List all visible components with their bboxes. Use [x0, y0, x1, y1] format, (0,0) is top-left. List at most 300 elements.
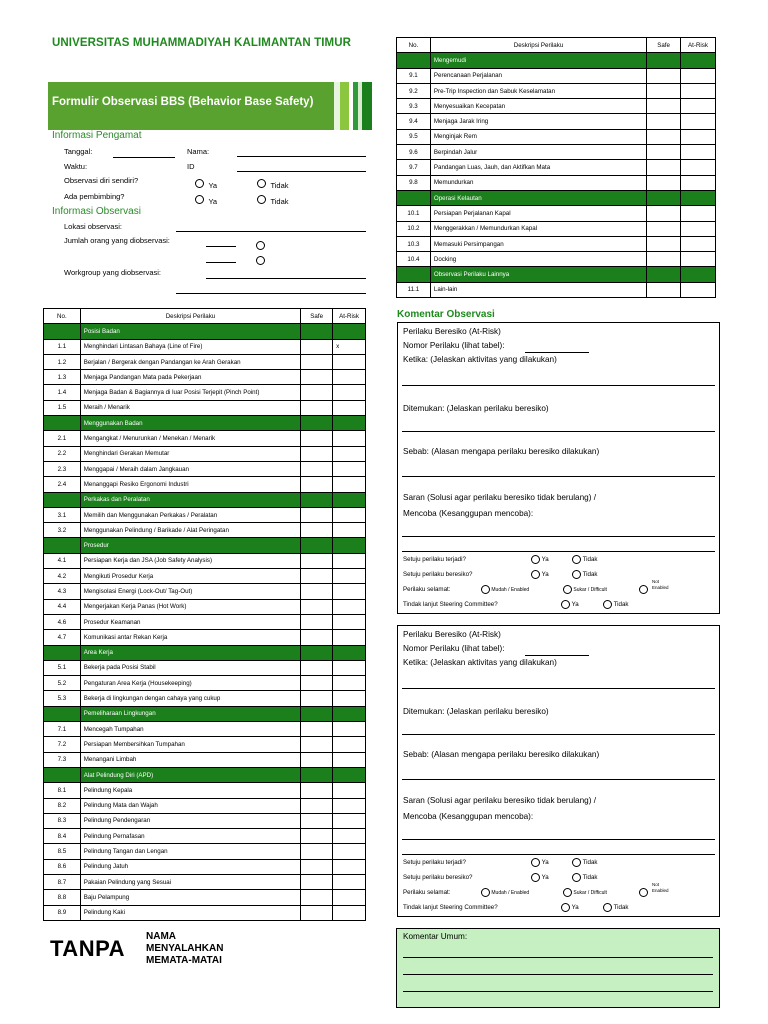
slogan-nama: NAMA: [146, 931, 176, 942]
col-atrisk: At-Risk: [681, 38, 716, 53]
komentar-umum-box: [396, 928, 720, 1008]
safe-checkbox-cell[interactable]: [301, 354, 333, 369]
setuju-terjadi-tidak-radio[interactable]: [572, 858, 581, 867]
category-label: Alat Pelindung Diri (APD): [80, 767, 301, 782]
safe-checkbox-cell[interactable]: [301, 798, 333, 813]
nomor-perilaku-field[interactable]: [525, 655, 589, 656]
category-row: [397, 190, 716, 205]
atrisk-checkbox-cell[interactable]: [333, 461, 366, 476]
atrisk-checkbox-cell[interactable]: [333, 752, 366, 767]
sebab-label: Sebab: (Alasan mengapa perilaku beresiko dilakukan): [403, 750, 600, 759]
form-title: Formulir Observasi BBS (Behavior Base Safety): [52, 96, 314, 108]
table-row: [44, 783, 366, 798]
table-row: [44, 446, 366, 461]
safe-checkbox-cell[interactable]: [301, 630, 333, 645]
slogan-menyalahkan: MENYALAHKAN: [146, 943, 224, 954]
behavior-number: 9.7: [397, 160, 431, 175]
category-row: [397, 267, 716, 282]
komentar-observasi-heading: Komentar Observasi: [397, 309, 495, 320]
safe-checkbox-cell[interactable]: [301, 431, 333, 446]
atrisk-checkbox-cell[interactable]: [333, 523, 366, 538]
behavior-number: 1.3: [44, 370, 81, 385]
nomor-perilaku-label: Nomor Perilaku (lihat tabel):: [403, 644, 505, 653]
atrisk-checkbox-cell[interactable]: [333, 660, 366, 675]
category-row: [397, 53, 716, 68]
atrisk-checkbox-cell[interactable]: [333, 477, 366, 492]
behavior-description: Pelindung Kepala: [80, 783, 301, 798]
setuju-terjadi-tidak-radio[interactable]: [572, 555, 581, 564]
atrisk-checkbox-cell[interactable]: [333, 859, 366, 874]
atrisk-checkbox-cell[interactable]: [333, 691, 366, 706]
safe-checkbox-cell[interactable]: [301, 614, 333, 629]
atrisk-checkbox-cell[interactable]: [681, 129, 716, 144]
safe-checkbox-cell[interactable]: [301, 722, 333, 737]
atrisk-checkbox-cell[interactable]: [681, 68, 716, 83]
behavior-number: 8.5: [44, 844, 81, 859]
safe-checkbox-cell[interactable]: [301, 737, 333, 752]
atrisk-checkbox-cell[interactable]: [681, 145, 716, 160]
ketika-label: Ketika: (Jelaskan aktivitas yang dilakukan): [403, 658, 557, 667]
behavior-number: 4.7: [44, 630, 81, 645]
behavior-description: Menyesuaikan Kecepatan: [430, 99, 646, 114]
table-row: [397, 282, 716, 297]
sebab-line-1[interactable]: [402, 779, 715, 780]
table-row: [44, 370, 366, 385]
atrisk-checkbox-cell[interactable]: [333, 844, 366, 859]
table-row: [44, 523, 366, 538]
ketika-line-1[interactable]: [402, 385, 715, 386]
tindak-lanjut-ya-radio[interactable]: [561, 600, 570, 609]
behavior-description: Prosedur Keamanan: [80, 614, 301, 629]
tindak-lanjut-label: Tindak lanjut Steering Committee?: [403, 601, 498, 608]
behavior-description: Menanggapi Resiko Ergonomi Industri: [80, 477, 301, 492]
atrisk-checkbox-cell[interactable]: [333, 737, 366, 752]
workgroup-label: Workgroup yang diobservasi:: [64, 268, 161, 277]
category-row: [44, 767, 366, 782]
slogan-memata-matai: MEMATA-MATAI: [146, 955, 222, 966]
safe-checkbox-cell[interactable]: [301, 400, 333, 415]
table-row: [44, 859, 366, 874]
safe-checkbox-cell[interactable]: [647, 221, 681, 236]
col-safe: Safe: [647, 38, 681, 53]
table-row: [397, 206, 716, 221]
behavior-number: 10.2: [397, 221, 431, 236]
observasi-sendiri-tidak-radio[interactable]: [257, 179, 266, 188]
atrisk-checkbox-cell[interactable]: [333, 813, 366, 828]
waktu-label: Waktu:: [64, 162, 88, 171]
safe-checkbox-cell[interactable]: [647, 175, 681, 190]
atrisk-checkbox-cell[interactable]: [333, 599, 366, 614]
safe-checkbox-cell[interactable]: [301, 752, 333, 767]
behavior-number: 8.4: [44, 829, 81, 844]
behavior-description: Komunikasi antar Rekan Kerja: [80, 630, 301, 645]
atrisk-checkbox-cell[interactable]: [333, 829, 366, 844]
safe-checkbox-cell[interactable]: [301, 691, 333, 706]
tindak-lanjut-tidak-radio[interactable]: [603, 903, 612, 912]
setuju-beresiko-ya-radio[interactable]: [531, 873, 540, 882]
selamat-sukar-radio[interactable]: [563, 888, 572, 897]
pembimbing-tidak-radio[interactable]: [257, 195, 266, 204]
atrisk-checkbox-cell[interactable]: [333, 370, 366, 385]
safe-checkbox-cell[interactable]: [647, 252, 681, 267]
behavior-number: 8.1: [44, 783, 81, 798]
safe-checkbox-cell[interactable]: [647, 236, 681, 251]
umum-line-2[interactable]: [403, 974, 713, 975]
atrisk-checkbox-cell[interactable]: [681, 160, 716, 175]
safe-checkbox-cell[interactable]: [301, 446, 333, 461]
table-row: [44, 630, 366, 645]
atrisk-checkbox-cell[interactable]: [333, 507, 366, 522]
behavior-number: 5.1: [44, 660, 81, 675]
safe-checkbox-cell[interactable]: [647, 129, 681, 144]
safe-checkbox-cell[interactable]: [301, 477, 333, 492]
safe-checkbox-cell[interactable]: [647, 114, 681, 129]
category-row: [44, 645, 366, 660]
safe-checkbox-cell[interactable]: [301, 844, 333, 859]
behavior-description: Berpindah Jalur: [430, 145, 646, 160]
category-row: [44, 416, 366, 431]
behavior-description: Menggerakkan / Memundurkan Kapal: [430, 221, 646, 236]
behavior-number: 10.4: [397, 252, 431, 267]
safe-checkbox-cell[interactable]: [647, 68, 681, 83]
category-label: Operasi Kelautan: [430, 190, 646, 205]
atrisk-checkbox-cell[interactable]: [681, 282, 716, 297]
behavior-description: Menggunakan Pelindung / Barikade / Alat Peringatan: [80, 523, 301, 538]
atrisk-checkbox-cell[interactable]: [333, 385, 366, 400]
table-row: [44, 569, 366, 584]
behavior-number: 9.8: [397, 175, 431, 190]
setuju-beresiko-tidak-radio[interactable]: [572, 873, 581, 882]
safe-checkbox-cell[interactable]: [301, 660, 333, 675]
table-row: [397, 160, 716, 175]
behavior-description: Pelindung Pendengaran: [80, 813, 301, 828]
comment-box-1: Perilaku Beresiko (At-Risk) Nomor Perilaku (lihat tabel): Ketika: (Jelaskan aktivitas yang dilakukan) Ditemukan: (Jelaskan perilaku beresiko) Sebab: (Alasan mengapa perilaku beresiko dilakukan) Saran (Solusi agar perilaku beresiko tidak berulang) / Mencoba (Kesanggupan mencoba): Setuju perilaku terjadi? Ya Tidak Setuju perilaku beresiko? Ya Tidak Perilaku selamat: Mudah / Enabled Sukar / Difficult Not Enabled Tindak lanjut Steering Committee? Ya Tidak: [397, 322, 720, 614]
atrisk-checkbox-cell[interactable]: [333, 630, 366, 645]
safe-checkbox-cell[interactable]: [647, 99, 681, 114]
atrisk-checkbox-cell[interactable]: [681, 99, 716, 114]
id-field[interactable]: [237, 171, 366, 172]
saran-line-2[interactable]: [402, 551, 715, 552]
nomor-perilaku-field[interactable]: [525, 352, 589, 353]
perilaku-selamat-label: Perilaku selamat:: [403, 586, 451, 593]
setuju-beresiko-ya-radio[interactable]: [531, 570, 540, 579]
lokasi-field[interactable]: [176, 231, 366, 232]
safe-checkbox-cell[interactable]: [301, 584, 333, 599]
safe-checkbox-cell[interactable]: [301, 783, 333, 798]
category-label: Mengemudi: [430, 53, 646, 68]
behavior-description: Menjaga Pandangan Mata pada Pekerjaan: [80, 370, 301, 385]
behavior-number: 3.2: [44, 523, 81, 538]
safe-checkbox-cell[interactable]: [301, 813, 333, 828]
behavior-number: 1.5: [44, 400, 81, 415]
atrisk-checkbox-cell[interactable]: [333, 905, 366, 920]
col-deskripsi: Deskripsi Perilaku: [80, 309, 301, 324]
table-row: [44, 660, 366, 675]
jumlah-radio-2[interactable]: [256, 256, 265, 265]
behavior-description: Mencegah Tumpahan: [80, 722, 301, 737]
col-deskripsi: Deskripsi Perilaku: [430, 38, 646, 53]
behavior-number: 1.2: [44, 354, 81, 369]
slogan-tanpa: TANPA: [50, 936, 126, 961]
category-label: Perkakas dan Peralatan: [80, 492, 301, 507]
behavior-description: Pelindung Jatuh: [80, 859, 301, 874]
atrisk-checkbox-cell[interactable]: [333, 722, 366, 737]
behavior-description: Menginjak Rem: [430, 129, 646, 144]
table-row: [44, 431, 366, 446]
komentar-umum-label: Komentar Umum:: [403, 932, 468, 941]
behavior-number: 4.2: [44, 569, 81, 584]
atrisk-checkbox-cell[interactable]: [333, 553, 366, 568]
col-no: No.: [44, 309, 81, 324]
safe-checkbox-cell[interactable]: [301, 829, 333, 844]
category-row: [44, 492, 366, 507]
mencoba-label: Mencoba (Kesanggupan mencoba):: [403, 509, 534, 518]
setuju-beresiko-tidak-radio[interactable]: [572, 570, 581, 579]
safe-checkbox-cell[interactable]: [301, 905, 333, 920]
behavior-number: 2.3: [44, 461, 81, 476]
atrisk-checkbox-cell[interactable]: [681, 206, 716, 221]
table-row: [397, 83, 716, 98]
behavior-description: Memilih dan Menggunakan Perkakas / Peralatan: [80, 507, 301, 522]
table-row: [44, 553, 366, 568]
lokasi-label: Lokasi observasi:: [64, 222, 122, 231]
atrisk-checkbox-cell[interactable]: [333, 400, 366, 415]
table-row: [44, 798, 366, 813]
selamat-mudah-radio[interactable]: [481, 888, 490, 897]
jumlah-label: Jumlah orang yang diobservasi:: [64, 236, 170, 245]
behavior-description: Pandangan Luas, Jauh, dan Aktifkan Mata: [430, 160, 646, 175]
atrisk-checkbox-cell[interactable]: [333, 798, 366, 813]
mencoba-label: Mencoba (Kesanggupan mencoba):: [403, 812, 534, 821]
umum-line-1[interactable]: [403, 957, 713, 958]
category-label: Observasi Perilaku Lainnya: [430, 267, 646, 282]
behavior-description: Menghindari Lintasan Bahaya (Line of Fire): [80, 339, 301, 354]
tindak-lanjut-label: Tindak lanjut Steering Committee?: [403, 904, 498, 911]
behavior-description: Pakaian Pelindung yang Sesuai: [80, 874, 301, 889]
behavior-number: 8.8: [44, 890, 81, 905]
behavior-description: Persiapan Kerja dan JSA (Job Safety Analysis): [80, 553, 301, 568]
safe-checkbox-cell[interactable]: [647, 160, 681, 175]
table-row: [44, 905, 366, 920]
safe-checkbox-cell[interactable]: [301, 385, 333, 400]
perilaku-beresiko-label: Perilaku Beresiko (At-Risk): [403, 327, 501, 336]
perilaku-beresiko-label: Perilaku Beresiko (At-Risk): [403, 630, 501, 639]
behavior-number: 8.9: [44, 905, 81, 920]
atrisk-checkbox-cell[interactable]: [333, 584, 366, 599]
form-title-banner: [48, 82, 372, 130]
behavior-description: Mengerjakan Kerja Panas (Hot Work): [80, 599, 301, 614]
safe-checkbox-cell[interactable]: [301, 874, 333, 889]
safe-checkbox-cell[interactable]: [647, 145, 681, 160]
atrisk-checkbox-cell[interactable]: [333, 783, 366, 798]
behavior-number: 9.3: [397, 99, 431, 114]
behavior-number: 5.2: [44, 676, 81, 691]
behavior-number: 1.1: [44, 339, 81, 354]
behavior-description: Menghindari Gerakan Memutar: [80, 446, 301, 461]
behavior-number: 9.6: [397, 145, 431, 160]
behavior-number: 8.2: [44, 798, 81, 813]
behavior-number: 9.1: [397, 68, 431, 83]
atrisk-checkbox-cell[interactable]: [681, 221, 716, 236]
ditemukan-label: Ditemukan: (Jelaskan perilaku beresiko): [403, 404, 549, 413]
not-enabled-label: Not Enabled: [652, 579, 669, 590]
ada-pembimbing-label: Ada pembimbing?: [64, 192, 125, 201]
safe-checkbox-cell[interactable]: [301, 339, 333, 354]
behavior-number: 4.6: [44, 614, 81, 629]
atrisk-checkbox-cell[interactable]: [333, 569, 366, 584]
category-row: [44, 706, 366, 721]
table-row: [44, 339, 366, 354]
table-row: [44, 507, 366, 522]
behavior-number: 2.2: [44, 446, 81, 461]
ketika-line-1[interactable]: [402, 688, 715, 689]
jumlah-field[interactable]: [206, 246, 236, 247]
selamat-not-enabled-radio[interactable]: [639, 888, 648, 897]
selamat-sukar-radio[interactable]: [563, 585, 572, 594]
umum-line-3[interactable]: [403, 991, 713, 992]
behavior-number: 4.1: [44, 553, 81, 568]
safe-checkbox-cell[interactable]: [301, 507, 333, 522]
table-row: [397, 145, 716, 160]
atrisk-checkbox-cell[interactable]: [333, 874, 366, 889]
ditemukan-line-1[interactable]: [402, 734, 715, 735]
atrisk-checkbox-cell[interactable]: [333, 446, 366, 461]
behavior-number: 11.1: [397, 282, 431, 297]
workgroup-field-2[interactable]: [176, 293, 366, 294]
behavior-description: Bekerja pada Posisi Stabil: [80, 660, 301, 675]
table-row: [44, 676, 366, 691]
atrisk-checkbox-cell[interactable]: [333, 890, 366, 905]
safe-checkbox-cell[interactable]: [301, 461, 333, 476]
behavior-number: 5.3: [44, 691, 81, 706]
behavior-number: 10.1: [397, 206, 431, 221]
behavior-description: Mengangkat / Menurunkan / Menekan / Menarik: [80, 431, 301, 446]
table-row: [44, 844, 366, 859]
col-no: No.: [397, 38, 431, 53]
category-label: Menggunakan Badan: [80, 416, 301, 431]
table-row: [397, 99, 716, 114]
saran-label: Saran (Solusi agar perilaku beresiko tidak berulang) /: [403, 493, 596, 502]
table-row: [44, 691, 366, 706]
safe-checkbox-cell[interactable]: [301, 599, 333, 614]
atrisk-checkbox-cell[interactable]: [333, 431, 366, 446]
safe-checkbox-cell[interactable]: [301, 370, 333, 385]
behavior-table-right: [396, 37, 716, 298]
selamat-mudah-radio[interactable]: [481, 585, 490, 594]
safe-checkbox-cell[interactable]: [301, 523, 333, 538]
pembimbing-ya-radio[interactable]: [195, 195, 204, 204]
atrisk-checkbox-cell[interactable]: [681, 236, 716, 251]
behavior-description: Menggapai / Meraih dalam Jangkauan: [80, 461, 301, 476]
safe-checkbox-cell[interactable]: [647, 282, 681, 297]
saran-line-1[interactable]: [402, 839, 715, 840]
behavior-number: 8.7: [44, 874, 81, 889]
behavior-number: 8.6: [44, 859, 81, 874]
table-row: [44, 813, 366, 828]
table-row: [397, 114, 716, 129]
behavior-description: Menjaga Jarak Iring: [430, 114, 646, 129]
atrisk-checkbox-cell[interactable]: [333, 614, 366, 629]
safe-checkbox-cell[interactable]: [301, 553, 333, 568]
table-row: [44, 829, 366, 844]
behavior-number: 4.4: [44, 599, 81, 614]
atrisk-checkbox-cell[interactable]: [681, 83, 716, 98]
category-label: Area Kerja: [80, 645, 301, 660]
nama-field[interactable]: [237, 156, 366, 157]
behavior-description: Lain-lain: [430, 282, 646, 297]
safe-checkbox-cell[interactable]: [301, 676, 333, 691]
safe-checkbox-cell[interactable]: [647, 83, 681, 98]
jumlah-field-2[interactable]: [206, 262, 236, 263]
behavior-number: 9.2: [397, 83, 431, 98]
behavior-description: Pelindung Kaki: [80, 905, 301, 920]
table-row: [397, 221, 716, 236]
behavior-description: Meraih / Menarik: [80, 400, 301, 415]
behavior-description: Memasuki Persimpangan: [430, 236, 646, 251]
behavior-number: 3.1: [44, 507, 81, 522]
table-row: [44, 614, 366, 629]
setuju-beresiko-label: Setuju perilaku beresiko?: [403, 874, 473, 881]
sebab-label: Sebab: (Alasan mengapa perilaku beresiko dilakukan): [403, 447, 600, 456]
atrisk-checkbox-cell[interactable]: [681, 114, 716, 129]
ketika-label: Ketika: (Jelaskan aktivitas yang dilakukan): [403, 355, 557, 364]
table-row: [44, 599, 366, 614]
behavior-description: Berjalan / Bergerak dengan Pandangan ke Arah Gerakan: [80, 354, 301, 369]
safe-checkbox-cell[interactable]: [301, 890, 333, 905]
category-label: Pemeliharaan Lingkungan: [80, 706, 301, 721]
table-row: [397, 252, 716, 267]
not-enabled-label: Not Enabled: [652, 882, 669, 893]
tindak-lanjut-ya-radio[interactable]: [561, 903, 570, 912]
waktu-field[interactable]: [113, 157, 175, 158]
table-row: [44, 737, 366, 752]
behavior-number: 7.3: [44, 752, 81, 767]
atrisk-checkbox-cell[interactable]: [333, 354, 366, 369]
table-row: [44, 400, 366, 415]
safe-checkbox-cell[interactable]: [301, 859, 333, 874]
perilaku-selamat-label: Perilaku selamat:: [403, 889, 451, 896]
atrisk-checkbox-cell[interactable]: x: [333, 339, 366, 354]
workgroup-field[interactable]: [206, 278, 366, 279]
setuju-beresiko-label: Setuju perilaku beresiko?: [403, 571, 473, 578]
tindak-lanjut-tidak-radio[interactable]: [603, 600, 612, 609]
ditemukan-line-1[interactable]: [402, 431, 715, 432]
behavior-description: Persiapan Perjalanan Kapal: [430, 206, 646, 221]
tanggal-label: Tanggal:: [64, 147, 93, 156]
behavior-description: Bekerja di lingkungan dengan cahaya yang cukup: [80, 691, 301, 706]
atrisk-checkbox-cell[interactable]: [681, 252, 716, 267]
saran-line-2[interactable]: [402, 854, 715, 855]
observasi-sendiri-ya-radio[interactable]: [195, 179, 204, 188]
atrisk-checkbox-cell[interactable]: [681, 175, 716, 190]
setuju-terjadi-ya-radio[interactable]: [531, 858, 540, 867]
university-name: UNIVERSITAS MUHAMMADIYAH KALIMANTAN TIMUR: [52, 37, 352, 49]
slogan-stack: [146, 931, 223, 967]
selamat-not-enabled-radio[interactable]: [639, 585, 648, 594]
sebab-line-1[interactable]: [402, 476, 715, 477]
setuju-terjadi-ya-radio[interactable]: [531, 555, 540, 564]
safe-checkbox-cell[interactable]: [301, 569, 333, 584]
behavior-description: Memundurkan: [430, 175, 646, 190]
table-row: [44, 722, 366, 737]
safe-checkbox-cell[interactable]: [647, 206, 681, 221]
atrisk-checkbox-cell[interactable]: [333, 676, 366, 691]
jumlah-radio-1[interactable]: [256, 241, 265, 250]
observasi-sendiri-label: Observasi diri sendiri?: [64, 176, 139, 185]
saran-line-1[interactable]: [402, 536, 715, 537]
category-label: Prosedur: [80, 538, 301, 553]
table-row: [44, 477, 366, 492]
